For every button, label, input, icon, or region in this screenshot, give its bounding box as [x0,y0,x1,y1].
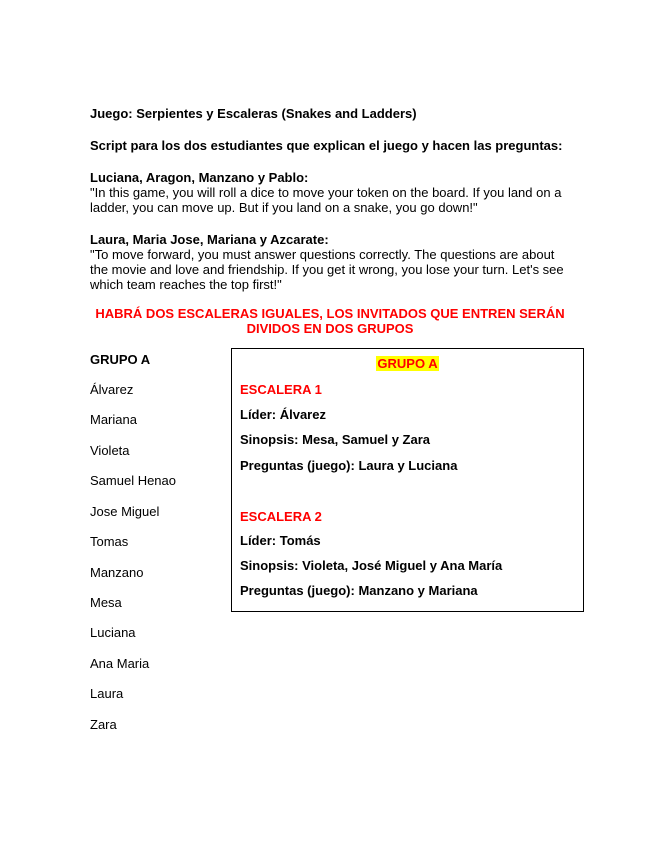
escalera-2-lider: Líder: Tomás [240,533,321,548]
script-group2-text: "To move forward, you must answer questions correctly. The questions are about the movie and love and friendship. If you get it wrong, you lose your turn. Let's see which team reaches the top first!" [90,247,564,292]
member-item: Manzano [90,565,144,580]
box-title [232,356,583,371]
member-item: Ana Maria [90,656,150,671]
member-item: Jose Miguel [90,504,160,519]
script-group1-text: "In this game, you will roll a dice to move your token on the board. If you land on a ladder, you can move up. But if you land on a snake, you go down!" [90,185,562,215]
escalera-2-preguntas: Preguntas (juego): Manzano y Mariana [240,583,478,598]
member-item: Samuel Henao [90,473,176,488]
member-item: Luciana [90,625,136,640]
member-item: Zara [90,717,117,732]
member-item: Laura [90,686,124,701]
escalera-1-preguntas: Preguntas (juego): Laura y Luciana [240,458,458,473]
member-item: Violeta [90,443,130,458]
escalera-1-lider: Líder: Álvarez [240,407,326,422]
member-item: Mesa [90,595,122,610]
script-subtitle: Script para los dos estudiantes que explican el juego y hacen las preguntas: [90,138,563,153]
member-item: Tomas [90,534,129,549]
member-item: Mariana [90,412,137,427]
script-group1-heading: Luciana, Aragon, Manzano y Pablo: [90,170,309,185]
member-item: Álvarez [90,382,134,397]
script-group2-heading: Laura, Maria Jose, Mariana y Azcarate: [90,232,329,247]
red-notice: HABRÁ DOS ESCALERAS IGUALES, LOS INVITADOS QUE ENTREN SERÁN DIVIDOS EN DOS GRUPOS [95,306,565,336]
escalera-2-sinopsis: Sinopsis: Violeta, José Miguel y Ana María [240,558,503,573]
escalera-1-title: ESCALERA 1 [240,382,322,397]
escalera-2-title: ESCALERA 2 [240,509,322,524]
escalera-1-sinopsis: Sinopsis: Mesa, Samuel y Zara [240,432,431,447]
box-title-highlight: GRUPO A [377,356,438,371]
group-a-box [231,348,584,612]
document-title: Juego: Serpientes y Escaleras (Snakes and Ladders) [90,106,417,121]
group-list-title: GRUPO A [90,352,151,367]
